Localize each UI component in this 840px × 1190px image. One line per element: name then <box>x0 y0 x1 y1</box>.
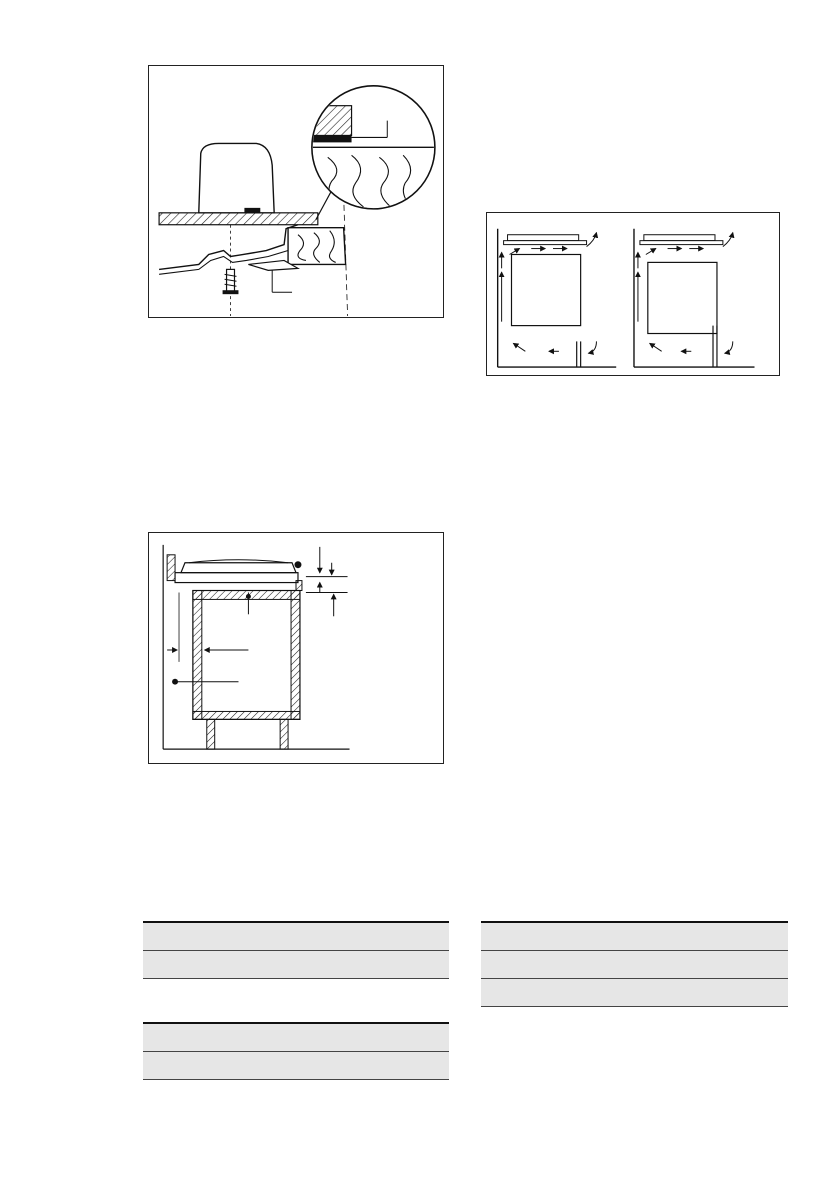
table-row <box>143 951 449 979</box>
table-right <box>481 921 788 1007</box>
table-row <box>481 923 788 951</box>
cabinet-wood-block <box>288 228 346 265</box>
hob-top <box>181 563 296 573</box>
airflow-diagram-left <box>498 229 617 367</box>
table-row <box>481 951 788 979</box>
table-left-bottom <box>143 1022 449 1080</box>
airflow-diagram-right <box>634 233 755 367</box>
cabinet-leg-left <box>207 719 215 749</box>
back-wall <box>167 555 175 581</box>
cabinet-leg-right <box>280 719 288 749</box>
table-left-top <box>143 921 449 979</box>
worktop-left <box>175 573 298 583</box>
hob-fixing-bracket-figure <box>148 65 444 318</box>
cabinet-clearance-figure <box>148 532 444 764</box>
table-row <box>143 1024 449 1052</box>
table-row <box>143 1052 449 1080</box>
table-row <box>481 979 788 1007</box>
ventilation-airflow-figure <box>486 212 780 376</box>
worktop <box>159 213 318 225</box>
cabinet <box>193 591 300 720</box>
burner-cap <box>199 143 274 212</box>
table-row <box>143 923 449 951</box>
